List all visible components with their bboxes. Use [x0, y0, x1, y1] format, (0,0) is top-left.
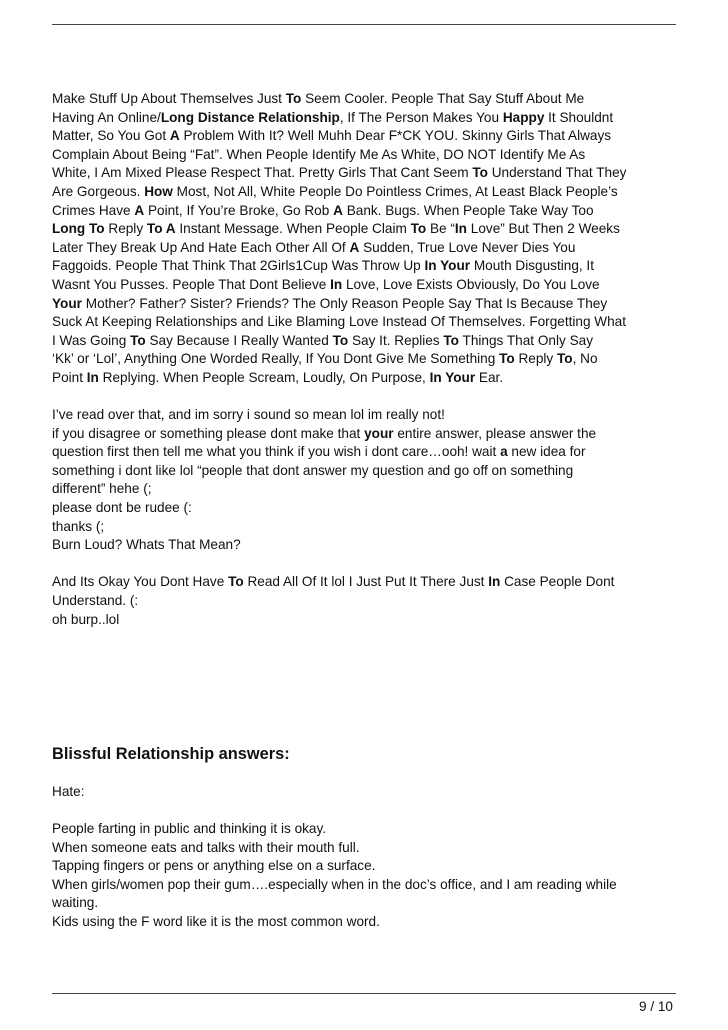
text-line: Wasnt You Pusses. People That Dont Believe In Love, Love Exists Obviously, Do You Love [52, 276, 600, 292]
text-line: please dont be rudee (: [52, 500, 192, 516]
text-line: question first then tell me what you think if you wish i dont care…ooh! wait a new idea for [52, 444, 586, 460]
text-line: Are Gorgeous. How Most, Not All, White People Do Pointless Crimes, At Least Black People’s [52, 183, 618, 199]
text-line: I’ve read over that, and im sorry i sound so mean lol im really not! [52, 407, 445, 423]
section-title: Blissful Relationship answers: [52, 744, 290, 763]
text-line: waiting. [52, 895, 99, 911]
hate-label: Hate: [52, 783, 85, 799]
spacer [52, 648, 682, 743]
page-number: 9 / 10 [638, 999, 673, 1014]
text-line: And Its Okay You Dont Have To Read All Of It lol I Just Put It There Just In Case People Dont [52, 574, 615, 590]
text-line: People farting in public and thinking it is okay. [52, 821, 327, 836]
text-line: oh burp..lol [52, 611, 120, 627]
text-line: Faggoids. People That Think That 2Girls1Cup Was Throw Up In Your Mouth Disgusting, It [52, 258, 594, 274]
header-rule [52, 24, 676, 25]
text-line: Having An Online/Long Distance Relationship, If The Person Makes You Happy It Shouldnt [52, 109, 614, 125]
text-line: Tapping fingers or pens or anything else on a surface. [52, 858, 376, 874]
paragraph-apology [52, 406, 682, 555]
text-line: Long To Reply To A Instant Message. When People Claim To Be “In Love” But Then 2 Weeks [52, 221, 620, 237]
text-line: Matter, So You Got A Problem With It? Well Muhh Dear F*CK YOU. Skinny Girls That Always [52, 128, 612, 144]
text-line: Suck At Keeping Relationships and Like Blaming Love Instead Of Themselves. Forgetting What [52, 314, 627, 330]
text-line: Later They Break Up And Hate Each Other All Of A Sudden, True Love Never Dies You [52, 239, 576, 255]
text-line: When someone eats and talks with their mouth full. [52, 839, 360, 855]
text-line: Kids using the F word like it is the most common word. [52, 913, 380, 929]
text-line: Crimes Have A Point, If You’re Broke, Go Rob A Bank. Bugs. When People Take Way Too [52, 202, 594, 218]
text-line: Make Stuff Up About Themselves Just To Seem Cooler. People That Say Stuff About Me [52, 91, 585, 106]
text-line: I Was Going To Say Because I Really Wanted To Say It. Replies To Things That Only Say [52, 332, 593, 348]
hate-list [52, 820, 682, 932]
text-line: something i dont like lol “people that dont answer my question and go off on something [52, 462, 574, 478]
text-line: Your Mother? Father? Sister? Friends? The Only Reason People Say That Is Because They [52, 295, 608, 311]
text-line: Complain About Being “Fat”. When People Identify Me As White, DO NOT Identify Me As [52, 146, 586, 162]
text-line: Understand. (: [52, 593, 139, 609]
text-line: ‘Kk’ or ‘Lol’, Anything One Worded Really, If You Dont Give Me Something To Reply To, No [52, 351, 598, 367]
paragraph-note [52, 573, 682, 629]
text-line: White, I Am Mixed Please Respect That. Pretty Girls That Cant Seem To Understand That They [52, 165, 627, 181]
text-line: Point In Replying. When People Scream, Loudly, On Purpose, In Your Ear. [52, 369, 504, 385]
text-line: thanks (; [52, 518, 105, 534]
paragraph-dislikes [52, 90, 682, 388]
footer-rule [52, 993, 676, 994]
text-line: if you disagree or something please dont make that your entire answer, please answer the [52, 425, 597, 441]
document-body [52, 90, 682, 950]
text-line: different” hehe (; [52, 481, 152, 497]
text-line: When girls/women pop their gum….especially when in the doc’s office, and I am reading while [52, 876, 617, 892]
text-line: Burn Loud? Whats That Mean? [52, 537, 241, 553]
